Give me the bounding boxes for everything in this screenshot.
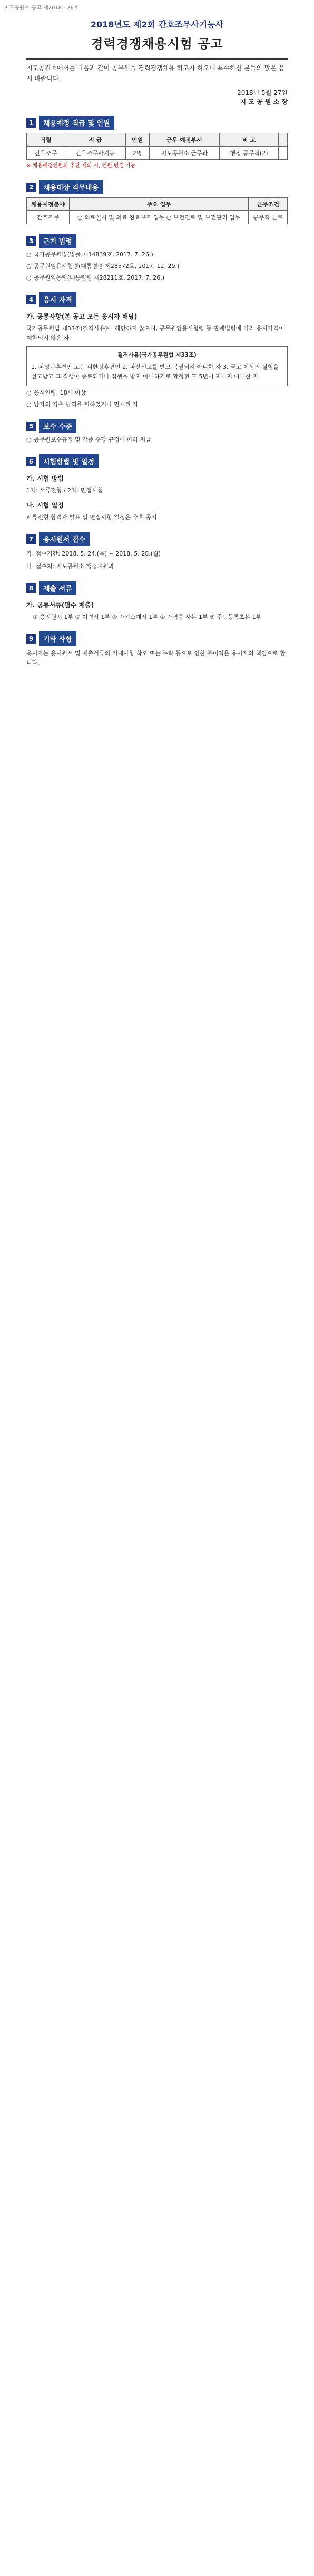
col-header-2: 주요 업무 bbox=[70, 198, 249, 211]
cell: 간호조무사기능 bbox=[65, 147, 125, 160]
section-3-bullet-2: ○ 공무원임용시험령(대통령령 제28572호, 2017. 12. 29.) bbox=[26, 262, 288, 271]
section-6-header bbox=[26, 454, 288, 468]
cell bbox=[278, 147, 287, 160]
section-2-header bbox=[26, 180, 288, 194]
section-8-title: 제출 서류 bbox=[39, 581, 76, 595]
section-8-number: 8 bbox=[26, 583, 36, 593]
title-divider bbox=[26, 58, 288, 60]
section-7-text-2: 나. 접수처: 지도공원소 행정지원과 bbox=[26, 563, 114, 570]
organization: 지 도 공 원 소 장 bbox=[240, 98, 288, 106]
col-header-6 bbox=[278, 133, 287, 147]
section-2-title: 채용대상 직무내용 bbox=[39, 180, 103, 194]
section-8-subtitle: 가. 공통서류(필수 제출) bbox=[26, 601, 94, 609]
section-6-subtitle-2: 나. 시험 일정 bbox=[26, 502, 64, 509]
cell: 지도공원소 근무과 bbox=[149, 147, 219, 160]
section-4-bullet-1: ○ 응시연령: 18세 이상 bbox=[26, 388, 288, 398]
col-header-3: 인원 bbox=[125, 133, 149, 147]
section-4-bullet-2: ○ 남자의 경우 병역을 필하였거나 면제된 자 bbox=[26, 400, 288, 409]
section-4-header bbox=[26, 292, 288, 307]
section-3-title: 근거 법령 bbox=[39, 234, 76, 248]
cell: 간호조무 bbox=[27, 211, 70, 224]
box-text: 1. 피성년후견인 또는 피한정후견인 2. 파산선고를 받고 복권되지 아니한 자 3. 금고 이상의 실형을 선고받고 그 집행이 종료되거나 집행을 받지 아니하기로 확정된 후 5년이 지나지 아니한 자 bbox=[31, 363, 279, 380]
section-1-number: 1 bbox=[26, 118, 36, 128]
col-header-5: 비 고 bbox=[219, 133, 278, 147]
intro-paragraph: 지도공원소에서는 다음과 같이 공무원을 경력경쟁채용 하고자 하오니 특수하신 분들의 많은 응시 바랍니다. bbox=[26, 64, 285, 82]
section-5-header bbox=[26, 419, 288, 433]
section-6-text-1: 1차: 서류전형 / 2차: 면접시험 bbox=[26, 487, 103, 494]
section-4-para: 국가공무원법 제33조(결격사유)에 해당하지 않으며, 공무원임용시험령 등 관계법령에 따라 응시자격이 제한되지 않은 자 bbox=[26, 325, 284, 341]
title-area bbox=[26, 18, 288, 52]
table-row bbox=[27, 147, 288, 160]
section-1-title: 채용예정 직급 및 인원 bbox=[39, 116, 114, 130]
cell: 2명 bbox=[125, 147, 149, 160]
section-1-header bbox=[26, 116, 288, 130]
section-4-subtitle: 가. 공통사항(본 공고 모든 응시자 해당) bbox=[26, 313, 138, 320]
section-7-header bbox=[26, 532, 288, 546]
section-2-table bbox=[26, 197, 288, 224]
section-1-notes: ※ 채용예정인원의 추천 제외 시, 인원 변경 가능 bbox=[26, 163, 136, 169]
table-row bbox=[27, 211, 288, 224]
section-7-text-1: 가. 접수기간: 2018. 5. 24.(목) ~ 2018. 5. 28.(월) bbox=[26, 550, 161, 557]
col-header-1: 채용예정분야 bbox=[27, 198, 70, 211]
section-3-bullet-3: ○ 공무원임용령(대통령령 제28211호, 2017. 7. 26.) bbox=[26, 273, 288, 283]
section-3-bullet-1: ○ 국가공무원법(법률 제14839호, 2017. 7. 26.) bbox=[26, 250, 288, 260]
section-3-number: 3 bbox=[26, 236, 36, 246]
section-4-box bbox=[26, 346, 288, 386]
top-header: 지도공원소 공고 제2018 - 26호 bbox=[4, 5, 79, 11]
date: 2018년 5월 27일 bbox=[237, 89, 288, 97]
section-7-number: 7 bbox=[26, 534, 36, 544]
title-line-2: 경력경쟁채용시험 공고 bbox=[91, 36, 223, 51]
section-7-title: 응시원서 접수 bbox=[39, 532, 90, 546]
col-header-2: 직 급 bbox=[65, 133, 125, 147]
section-9-title: 기타 사항 bbox=[39, 631, 76, 646]
col-header-3: 근무조건 bbox=[249, 198, 288, 211]
col-header-1: 직렬 bbox=[27, 133, 65, 147]
section-4-title: 응시 자격 bbox=[39, 292, 76, 307]
box-title: 결격사유(국가공무원법 제33조) bbox=[117, 352, 197, 358]
section-5-number: 5 bbox=[26, 422, 36, 431]
cell: 행정 공무직(2) bbox=[219, 147, 278, 160]
cell: 간호조무 bbox=[27, 147, 65, 160]
section-6-title: 시험방법 및 일정 bbox=[39, 454, 99, 468]
cell: 공무직 근로 bbox=[249, 211, 288, 224]
section-6-subtitle-1: 가. 시험 방법 bbox=[26, 475, 64, 482]
section-9-text: 응시자는 응시원서 및 제출서류의 기재사항 착오 또는 누락 등으로 인한 불이익은 응시자의 책임으로 합니다. bbox=[26, 650, 286, 666]
document bbox=[26, 12, 288, 678]
section-4-number: 4 bbox=[26, 295, 36, 304]
col-header-4: 근무 예정부서 bbox=[149, 133, 219, 147]
title-line-1: 2018년도 제2회 간호조무사기능사 bbox=[90, 20, 224, 30]
section-6-number: 6 bbox=[26, 457, 36, 466]
section-3-header bbox=[26, 234, 288, 248]
cell: ○ 의료실시 및 의료 진료보조 업무 ○ 보건진료 및 보건관리 업무 bbox=[70, 211, 249, 224]
section-1-table bbox=[26, 133, 288, 160]
section-9-header bbox=[26, 631, 288, 646]
section-2-number: 2 bbox=[26, 183, 36, 192]
section-5-title: 보수 수준 bbox=[39, 419, 76, 433]
section-8-items: ① 응시원서 1부 ② 이력서 1부 ③ 자기소개서 1부 ④ 자격증 사본 1부 ⑤ 주민등록초본 1부 bbox=[33, 614, 262, 620]
section-8-header bbox=[26, 581, 288, 595]
section-6-text-2: 서류전형 합격자 발표 및 면접시험 일정은 추후 공지 bbox=[26, 514, 157, 521]
section-5-bullet: ○ 공무원보수규정 및 각종 수당 규정에 따라 지급 bbox=[26, 435, 288, 445]
section-9-number: 9 bbox=[26, 634, 36, 644]
